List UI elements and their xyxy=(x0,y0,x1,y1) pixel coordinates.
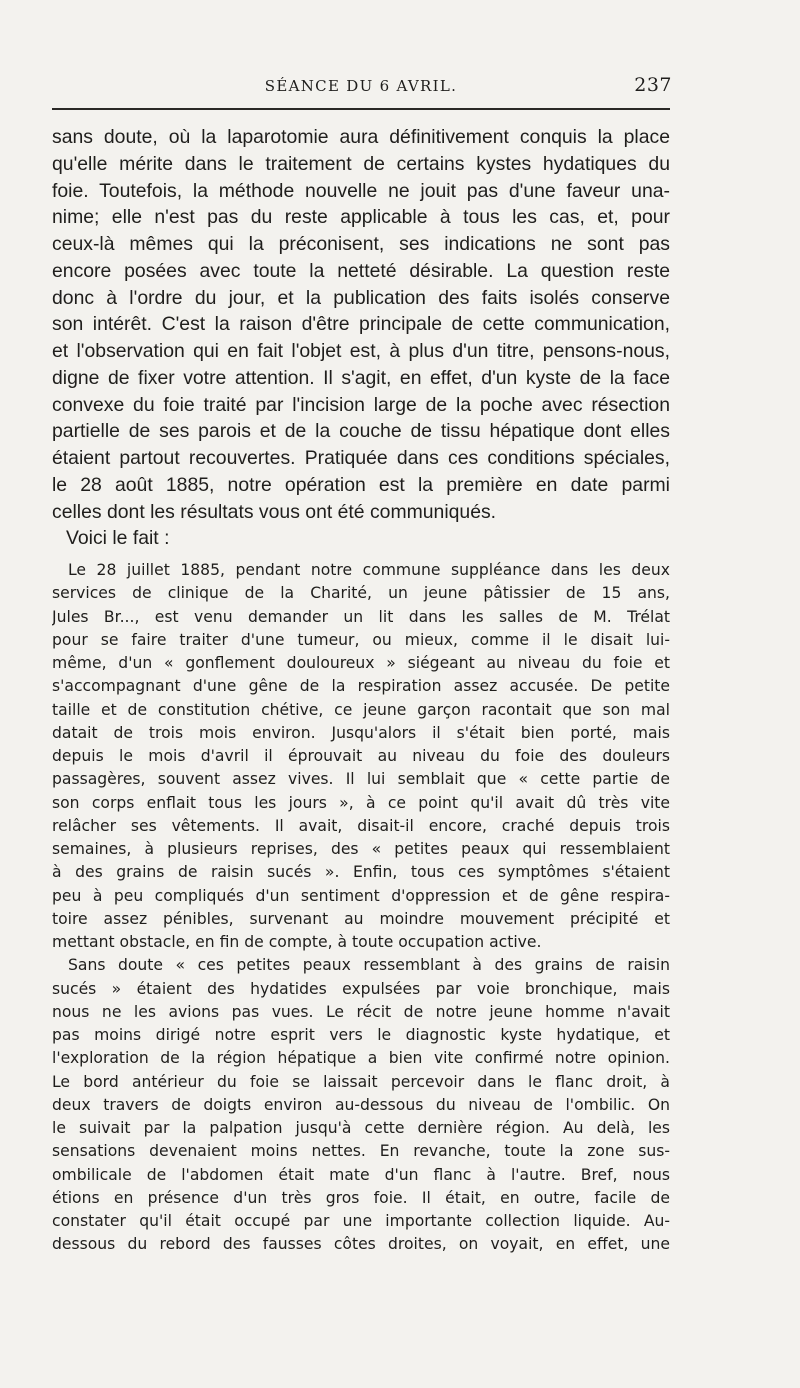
text-line: nime; elle n'est pas du reste applicable à tous les cas, et, pour xyxy=(52,206,670,229)
observation-line: peu à peu compliqués d'un sentiment d'oppression et de gêne respira- xyxy=(52,886,670,905)
text-line: digne de fixer votre attention. Il s'agit, en effet, d'un kyste de la face xyxy=(52,366,670,389)
observation-line: pas moins dirigé notre esprit vers le diagnostic kyste hydatique, et xyxy=(52,1026,670,1044)
observation-line: relâcher ses vêtements. Il avait, disait-il encore, craché depuis trois xyxy=(52,816,670,835)
observation-line: ombilicale de l'abdomen était mate d'un flanc à l'autre. Bref, nous xyxy=(52,1165,670,1184)
header-rule xyxy=(52,108,670,110)
observation-line: depuis le mois d'avril il éprouvait au niveau du foie des douleurs xyxy=(52,747,670,765)
text-line: foie. Toutefois, la méthode nouvelle ne jouit pas d'une faveur una- xyxy=(52,179,670,202)
text-line: encore posées avec toute la netteté désirable. La question reste xyxy=(52,259,670,282)
observation-line: dessous du rebord des fausses côtes droites, on voyait, en effet, une xyxy=(52,1235,670,1254)
observation-line: Le 28 juillet 1885, pendant notre commune suppléance dans les deux xyxy=(68,561,670,579)
text-line: convexe du foie traité par l'incision large de la poche avec résection xyxy=(52,393,670,416)
text-line: donc à l'ordre du jour, et la publication des faits isolés conserve xyxy=(52,286,670,309)
observation-line: services de clinique de la Charité, un jeune pâtissier de 15 ans, xyxy=(52,584,670,603)
intro-line: Voici le fait : xyxy=(66,527,170,550)
observation-line: semaines, à plusieurs reprises, des « petites peaux qui ressemblaient xyxy=(52,840,670,858)
text-line: son intérêt. C'est la raison d'être principale de cette communication, xyxy=(52,313,670,336)
observation-line: même, d'un « gonflement douloureux » siégeant au niveau du foie et xyxy=(52,654,670,672)
observation-line: constater qu'il était occupé par une importante collection liquide. Au- xyxy=(52,1212,670,1230)
text-line: sans doute, où la laparotomie aura définitivement conquis la place xyxy=(52,126,670,148)
observation-line: à des grains de raisin sucés ». Enfin, tous ces symptômes s'étaient xyxy=(52,863,670,882)
observation-line: Sans doute « ces petites peaux ressemblant à des grains de raisin xyxy=(68,956,670,975)
observation-line: taille et de constitution chétive, ce jeune garçon racontait que son mal xyxy=(52,700,670,719)
page-number: 237 xyxy=(634,74,672,96)
observation-line: deux travers de doigts environ au-dessous du niveau de l'ombilic. On xyxy=(52,1095,670,1114)
text-line: partielle de ses parois et de la couche de tissu hépatique dont elles xyxy=(52,420,670,443)
observation-line: nous ne les avions pas vues. Le récit de notre jeune homme n'avait xyxy=(52,1002,670,1021)
observation-line: sensations devenaient moins nettes. En revanche, toute la zone sus- xyxy=(52,1142,670,1161)
observation-line: s'accompagnant d'une gêne de la respiration assez accusée. De petite xyxy=(52,677,670,696)
observation-line: passagères, souvent assez vives. Il lui semblait que « cette partie de xyxy=(52,770,670,789)
running-head-title: SÉANCE DU 6 AVRIL. xyxy=(264,77,458,95)
observation-line: mettant obstacle, en fin de compte, à toute occupation active. xyxy=(52,933,542,951)
text-line: celles dont les résultats vous ont été communiqués. xyxy=(52,500,497,523)
observation-line: pour se faire traiter d'une tumeur, ou mieux, comme il le disait lui- xyxy=(52,630,670,649)
text-line: étaient partout recouvertes. Pratiquée dans ces conditions spéciales, xyxy=(52,447,670,469)
observation-line: toire assez pénibles, survenant au moindre mouvement précipité et xyxy=(52,909,670,928)
observation-line: sucés » étaient des hydatides expulsées par voie bronchique, mais xyxy=(52,979,670,998)
observation-line: son corps enflait tous les jours », à ce point qu'il avait dû très vite xyxy=(52,793,670,812)
running-head xyxy=(52,74,670,98)
observation-line: Jules Br..., est venu demander un lit dans les salles de M. Trélat xyxy=(52,607,670,626)
text-line: qu'elle mérite dans le traitement de certains kystes hydatiques du xyxy=(52,152,670,175)
main-paragraph xyxy=(52,124,670,552)
text-line: ceux-là mêmes qui la préconisent, ses indications ne sont pas xyxy=(52,233,670,255)
observation-line: datait de trois mois environ. Jusqu'alors il s'était bien porté, mais xyxy=(52,723,670,742)
observation-text xyxy=(52,559,670,1257)
observation-line: étions en présence d'un très gros foie. Il était, en outre, facile de xyxy=(52,1188,670,1207)
observation-line: Le bord antérieur du foie se laissait percevoir dans le flanc droit, à xyxy=(52,1072,670,1091)
observation-line: le suivait par la palpation jusqu'à cette dernière région. Au delà, les xyxy=(52,1119,670,1137)
observation-line: l'exploration de la région hépatique a bien vite confirmé notre opinion. xyxy=(52,1049,670,1068)
text-line: le 28 août 1885, notre opération est la première en date parmi xyxy=(52,473,670,496)
text-line: et l'observation qui en fait l'objet est, à plus d'un titre, pensons-nous, xyxy=(52,340,670,362)
